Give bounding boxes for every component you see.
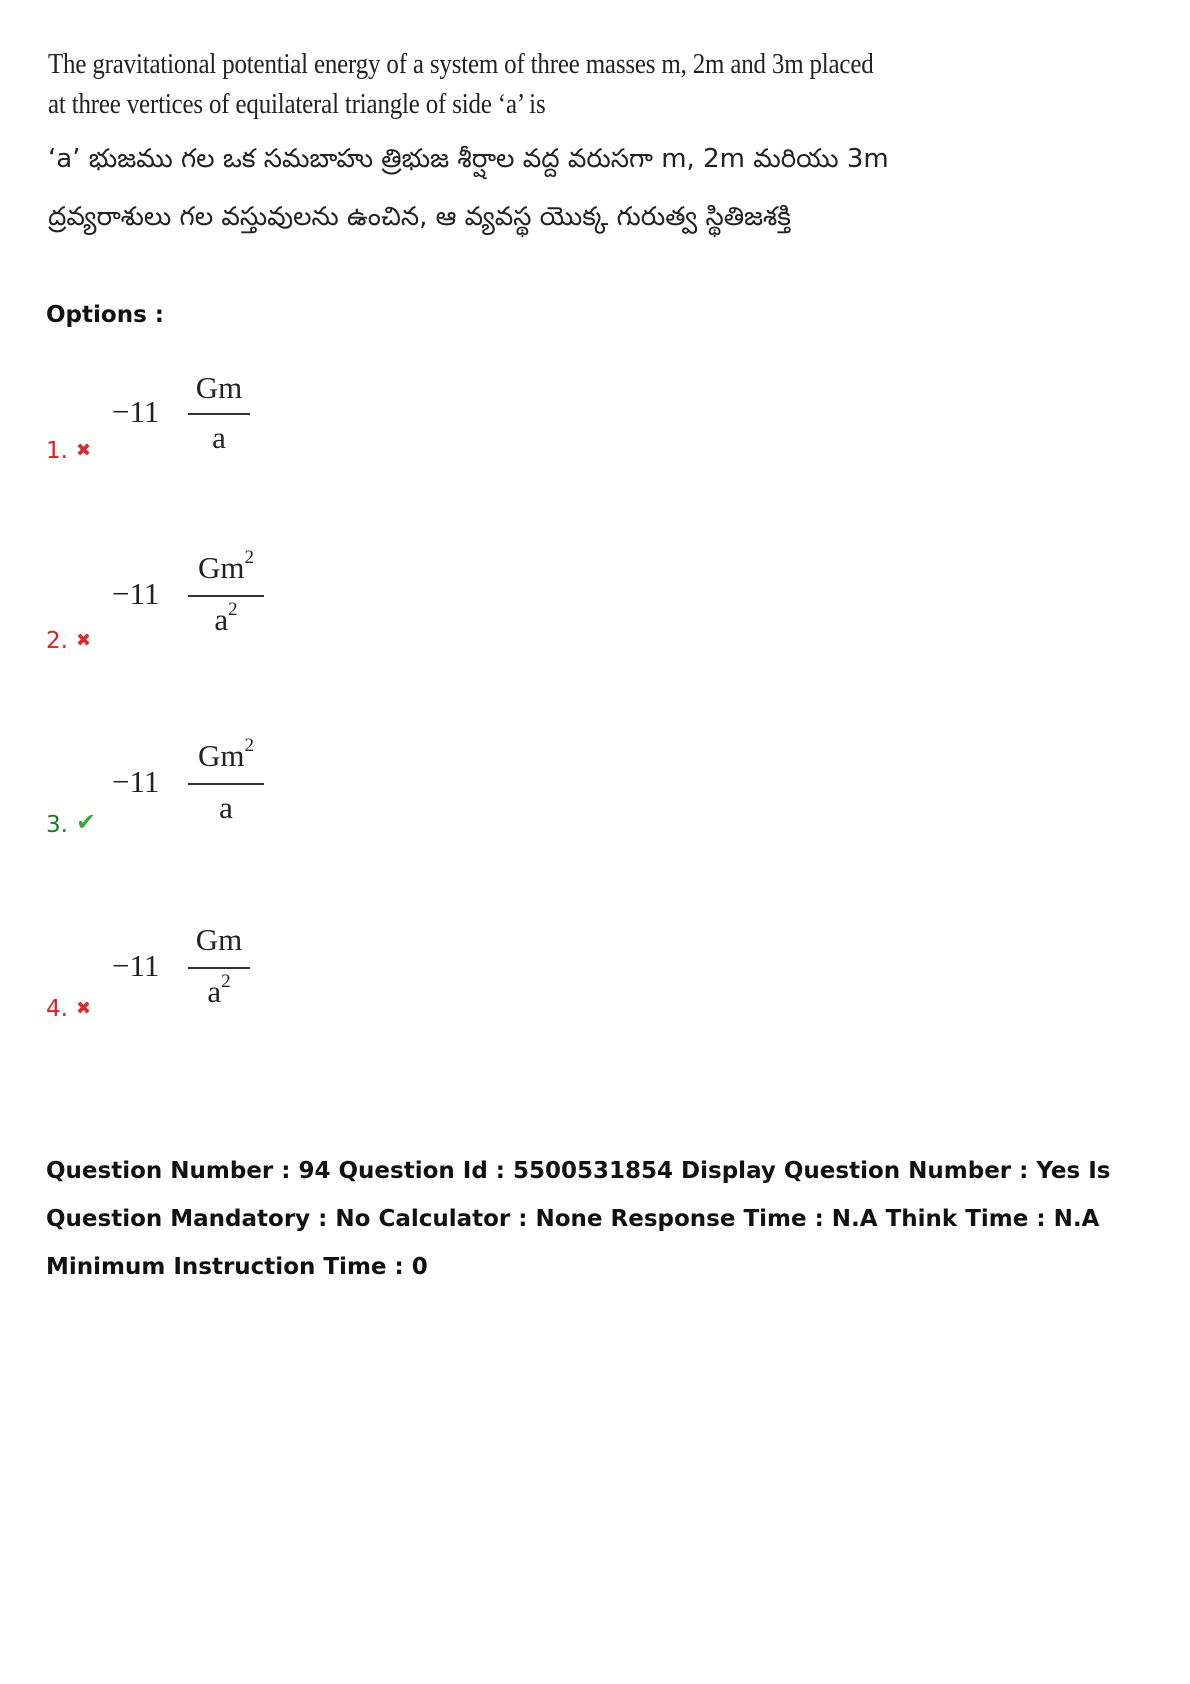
options-label: Options : [46,302,164,328]
question-text-telugu-line-1: ‘a’ భుజము గల ఒక సమబాహు త్రిభుజ శీర్షాల వద్ద వరుసగా m, 2m మరియు 3m [48,144,889,174]
numerator: Gm [195,922,243,957]
coefficient: −11 [112,394,160,429]
numerator: Gm$^2$ [198,734,254,773]
option-number: 4. [46,996,68,1022]
fraction-bar [188,595,264,597]
numerator: Gm$^2$ [198,546,254,585]
fraction-bar [188,967,250,969]
question-text-telugu-line-2: ద్రవ్యరాశులు గల వస్తువులను ఉంచిన, ఆ వ్యవస్థ యొక్క గురుత్వ స్థితిజశక్తి [48,202,791,232]
option-2 [46,540,446,660]
wrong-mark-icon: ✖ [76,998,92,1019]
option-1 [46,360,446,480]
coefficient: −11 [112,764,160,799]
denominator: a [219,790,233,825]
coefficient: −11 [112,576,160,611]
option-number: 1. [46,438,68,464]
question-image [48,44,918,232]
fraction-bar [188,783,264,785]
wrong-mark-icon: ✖ [76,630,92,651]
option-3 [46,728,446,848]
option-4 [46,912,446,1032]
numerator-exponent: 2 [244,546,254,568]
correct-check-icon: ✔ [76,808,97,836]
denominator-exponent: 2 [228,598,238,620]
numerator: Gm [195,370,243,405]
question-metadata: Question Number : 94 Question Id : 5500531854 Display Question Number : Yes Is Question Mandatory : No Calculator : None Response Time : N.A Think Time : N.A Minimum Instruction Time : 0 [46,1158,1111,1280]
denominator: $a^2$ [214,598,238,637]
wrong-mark-icon: ✖ [76,440,92,461]
option-number: 3. [46,812,68,838]
denominator-exponent: 2 [221,970,231,992]
denominator: $a^2$ [207,970,231,1009]
coefficient: −11 [112,948,160,983]
question-line-2: at three vertices of equilateral triangle of side ‘a’ is [48,88,546,120]
question-line-1: The gravitational potential energy of a system of three masses m, 2m and 3m placed [48,48,874,80]
fraction-bar [188,413,250,415]
denominator: a [212,420,226,455]
question-text-english [48,44,917,124]
numerator-exponent: 2 [244,734,254,756]
option-number: 2. [46,628,68,654]
